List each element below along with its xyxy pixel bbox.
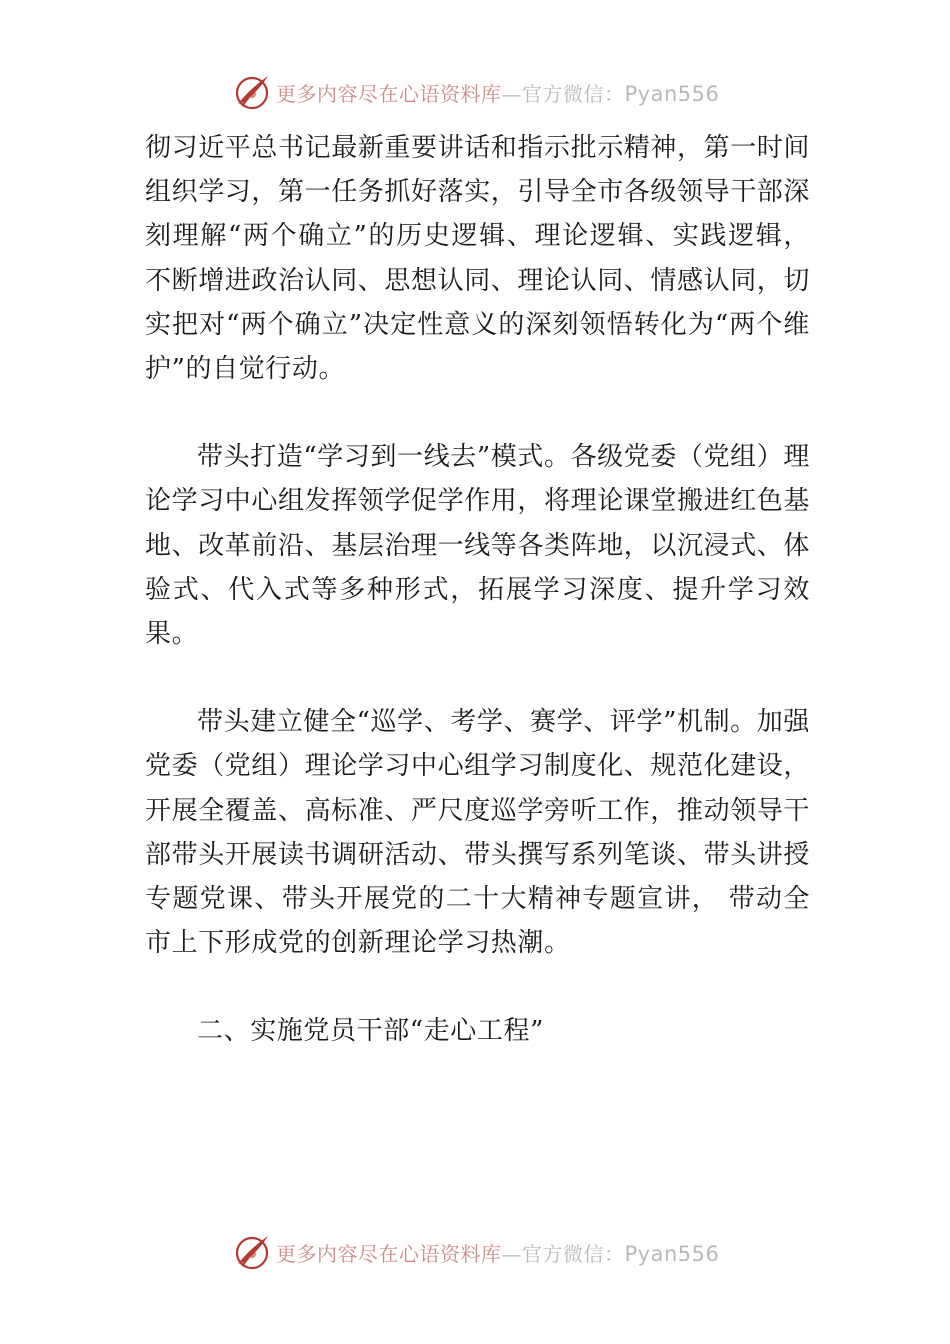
quill-pen-circle-icon [232,72,272,112]
paragraph-3: 带头建立健全“巡学、考学、赛学、评学”机制。加强党委（党组）理论学习中心组学习制度化、规范化建设，开展全覆盖、高标准、严尺度巡学旁听工作，推动领导干部带头开展读书调研活动、带头撰写系列笔谈、带头讲授专题党课、带头开展党的二十大精神专题宣讲， 带动全市上下形成党的创新理论学习热潮。 [145,707,811,959]
banner-text [276,78,719,107]
document-body [145,126,810,1054]
banner-wechat-text: —官方微信： [501,1241,625,1266]
paragraph-2: 带头打造“学习到一线去”模式。各级党委（党组）理论学习中心组发挥领学促学作用，将理论课堂搬进红色基地、改革前沿、基层治理一线等各类阵地，以沉浸式、体验式、代入式等多种形式，拓展学习深度、提升学习效果。 [145,442,811,650]
section-heading: 二、实施党员干部“走心工程” [197,1016,544,1047]
banner-site-text: 更多内容尽在心语资料库 [276,1241,502,1266]
quill-pen-circle-icon [232,1232,272,1272]
banner-wechat-id: Pyan556 [624,1241,720,1266]
footer-banner [232,1230,752,1274]
header-banner [232,70,752,114]
banner-wechat-id: Pyan556 [624,81,720,106]
banner-text [276,1238,719,1267]
banner-site-text: 更多内容尽在心语资料库 [276,81,502,106]
banner-wechat-text: —官方微信： [501,81,625,106]
paragraph-1: 彻习近平总书记最新重要讲话和指示批示精神，第一时间组织学习，第一任务抓好落实，引导全市各级领导干部深刻理解“两个确立”的历史逻辑、理论逻辑、实践逻辑，不断增进政治认同、思想认同、理论认同、情感认同，切实把对“两个确立”决定性意义的深刻领悟转化为“两个维护”的自觉行动。 [145,133,811,385]
